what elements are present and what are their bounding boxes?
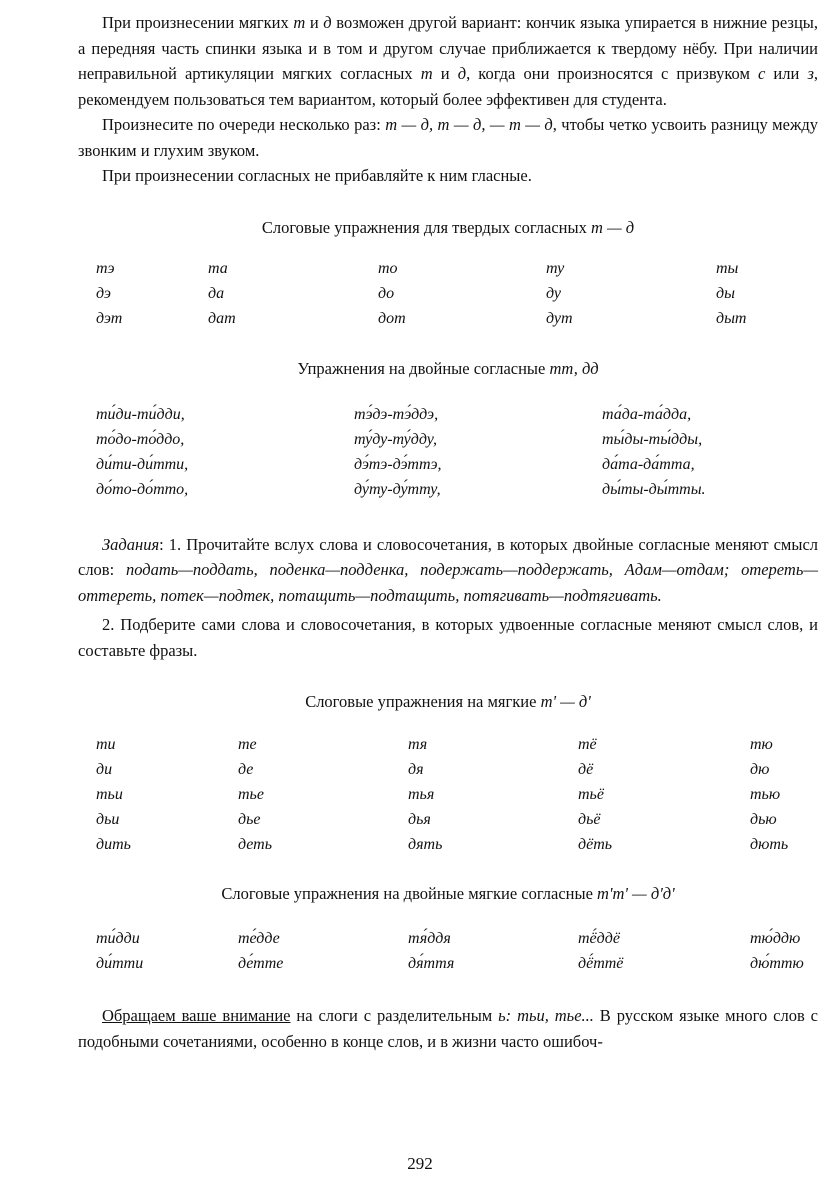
word-pair: да́та-да́тта,: [602, 455, 695, 473]
word-pair: ду́ту-ду́тту,: [354, 480, 441, 498]
syllable: тю: [750, 735, 773, 753]
syllable: дють: [750, 835, 789, 853]
section3-heading: Слоговые упражнения на мягкие т' — д': [305, 692, 591, 711]
syllable: ты: [716, 260, 739, 277]
syllable: де́тте: [238, 955, 284, 972]
word-pair: то́до-то́ддо,: [96, 430, 185, 448]
syllable: дью: [750, 810, 777, 828]
syllable: дут: [546, 310, 573, 327]
syllable: тьё: [578, 785, 604, 803]
tasks-paragraph-1: Задания: 1. Прочитайте вслух слова и словосочетания, в которых двойные согласные меняют смысл слов: подать—поддать, поденка—подденка, подержать—поддержать, Адам—отдам; отереть—оттереть, потек—подтек, потащить—подтащить, потягивать—подтягивать.: [78, 534, 819, 605]
syllable: тьи: [96, 785, 123, 803]
syllable: тя: [408, 735, 428, 753]
syllable: дё: [578, 760, 594, 778]
word-pair: ти́ди-ти́дди,: [96, 405, 185, 423]
syllable: дё́ттё: [578, 955, 624, 972]
syllable: те: [238, 735, 257, 753]
syllable: дя: [408, 760, 424, 778]
syllable: дю: [750, 760, 770, 778]
double-consonants-table: [96, 402, 818, 502]
word-pair: ды́ты-ды́тты.: [602, 480, 706, 498]
syllable: дьё: [578, 810, 601, 828]
word-pair: ты́ды-ты́дды,: [602, 430, 703, 448]
syllable: дить: [96, 835, 131, 853]
section2-heading: Упражнения на двойные согласные тт, дд: [297, 359, 599, 378]
syllable: де: [238, 760, 254, 778]
word-pair: ту́ду-ту́дду,: [354, 430, 438, 448]
syllable: да: [208, 285, 225, 302]
section4-heading: Слоговые упражнения на двойные мягкие согласные т'т' — д'д': [221, 883, 675, 903]
syllable: дьи: [96, 810, 120, 828]
syllable: то: [378, 260, 398, 277]
syllable: дэт: [96, 310, 123, 327]
syllable: ти́дди: [96, 930, 140, 947]
syllable: ды: [716, 285, 735, 302]
page-number: 292: [407, 1154, 433, 1173]
syllable: ту: [546, 260, 565, 277]
syllable: те́дде: [238, 930, 280, 947]
word-pair: та́да-та́дда,: [602, 405, 692, 423]
syllable: тё: [578, 735, 597, 753]
syllable: дья: [408, 810, 431, 828]
syllable: ду: [546, 285, 561, 302]
syllable: тью: [750, 785, 781, 803]
syllable: тья: [408, 785, 435, 803]
section1-heading: Слоговые упражнения для твердых согласных т — д: [261, 217, 635, 237]
syllable: дат: [208, 310, 236, 327]
syllable: дье: [238, 810, 261, 828]
syllable: тэ: [96, 260, 115, 277]
syllable: тё́ддё: [578, 930, 620, 947]
syllable: дэ: [96, 285, 111, 302]
syllable: дёть: [578, 835, 613, 853]
word-pair: ди́ти-ди́тти,: [96, 455, 189, 473]
syllable: ди́тти: [96, 955, 144, 972]
syllable: дю́ттю: [750, 955, 804, 972]
word-pair: дэ́тэ-дэ́ттэ,: [354, 455, 442, 473]
syllable: дя́ття: [408, 955, 455, 972]
syllable: деть: [238, 835, 273, 853]
syllable: тя́ддя: [408, 930, 451, 947]
syllable: дот: [378, 310, 406, 327]
syllable: ти: [96, 735, 116, 753]
double-soft-table: [96, 926, 818, 976]
soft-syllables-table: [96, 732, 818, 857]
intro-paragraph-3: При произнесении согласных не прибавляйте к ним гласные.: [102, 166, 532, 185]
tasks-paragraph-2: 2. Подберите сами слова и словосочетания, в которых удвоенные согласные меняют смысл слов, и составьте фразы.: [78, 615, 818, 660]
syllable: тю́ддю: [750, 930, 801, 947]
closing-paragraph: Обращаем ваше внимание на слоги с разделительным ь: тьи, тье... В русском языке много слов с подобными сочетаниями, особенно в конце слов, и в жизни часто ошибоч-: [78, 1006, 818, 1051]
syllable: дять: [408, 835, 443, 853]
intro-paragraph-2: Произнесите по очереди несколько раз: т — д, т — д, — т — д, чтобы четко усвоить разницу между звонким и глухим звуком.: [78, 115, 818, 160]
word-pair: до́то-до́тто,: [96, 480, 189, 498]
syllable: дыт: [716, 310, 747, 327]
syllable: тье: [238, 785, 264, 803]
document-page: [78, 10, 818, 1054]
word-pair: тэ́дэ-тэ́ддэ,: [354, 405, 439, 423]
syllable: ди: [96, 760, 113, 778]
syllable: до: [378, 285, 395, 302]
hard-syllables-table: [96, 256, 818, 331]
syllable: та: [208, 260, 228, 277]
intro-paragraph-1: При произнесении мягких т и д возможен другой вариант: кончик языка упирается в нижние резцы, а передняя часть спинки языка и в том и другом случае приближается к твердому нёбу. При наличии неправильной артикуляции мягких согласных т и д, когда они произносятся с призвуком с или з, рекомендуем пользоваться тем вариантом, который более эффективен для студента.: [78, 13, 818, 109]
